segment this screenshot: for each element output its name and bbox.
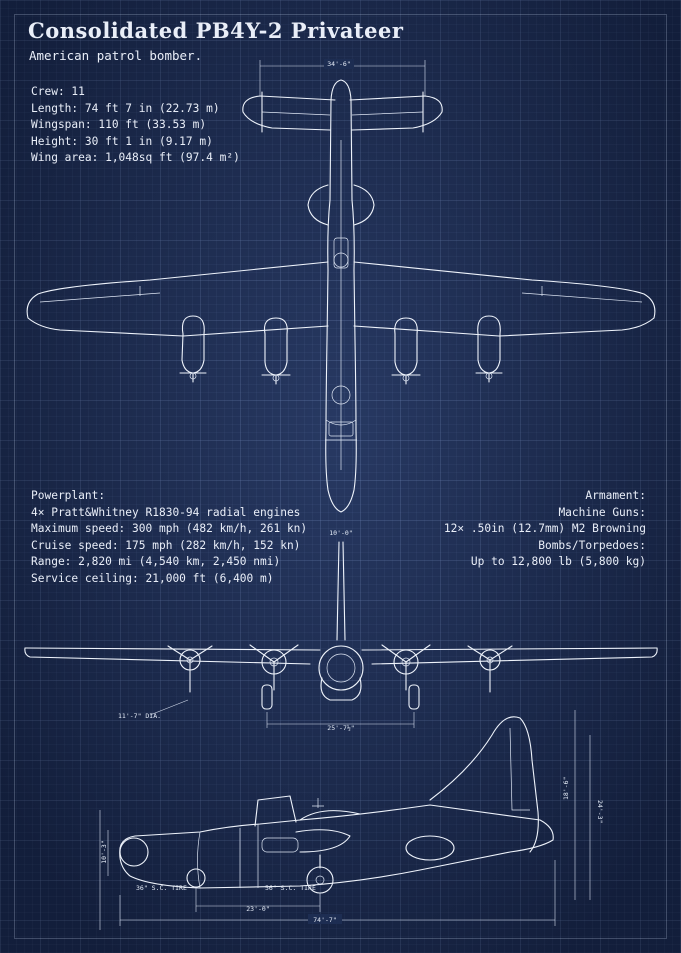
spec-wingspan: Wingspan: 110 ft (33.53 m)	[31, 118, 207, 132]
dim-nose-tire: 36" S.C. TIRE	[136, 884, 187, 892]
top-view-drawing	[27, 59, 655, 537]
spec-service-ceiling: Service ceiling: 21,000 ft (6,400 m)	[31, 571, 274, 585]
spec-range: Range: 2,820 mi (4,540 km, 2,450 nmi)	[31, 555, 281, 569]
powerplant-value: 4× Pratt&Whitney R1830-94 radial engines	[31, 505, 301, 519]
spec-length: Length: 74 ft 7 in (22.73 m)	[31, 101, 220, 115]
dim-nose-height: 10'-3"	[100, 840, 108, 864]
dim-main-tire: 56" S.C. TIRE	[265, 884, 316, 892]
dim-overall-height: 24'-3"	[596, 800, 604, 824]
powerplant-heading: Powerplant:	[31, 489, 106, 502]
spec-height: Height: 30 ft 1 in (9.17 m)	[31, 134, 213, 148]
dim-front-top: 10'-0"	[329, 529, 353, 537]
dim-tail-span: 34'-6"	[327, 60, 351, 68]
dim-wheelbase: 23'-0"	[246, 905, 270, 913]
machine-guns-value: 12× .50in (12.7mm) M2 Browning	[443, 522, 646, 536]
armament-heading: Armament:	[585, 489, 646, 502]
spec-crew: Crew: 11	[31, 85, 85, 98]
front-view-drawing	[25, 542, 657, 732]
dim-tread: 25'-7½"	[327, 724, 355, 732]
dim-overall-length: 74'-7"	[313, 916, 337, 924]
dim-fin-height: 18'-6"	[562, 776, 570, 800]
bombs-value: Up to 12,800 lb (5,800 kg)	[470, 555, 646, 569]
spec-wing-area: Wing area: 1,048sq ft (97.4 m²)	[31, 151, 240, 165]
side-view-drawing	[100, 710, 604, 930]
dim-prop-dia: 11'-7" DIA.	[118, 712, 162, 720]
spec-cruise-speed: Cruise speed: 175 mph (282 km/h, 152 kn)	[31, 538, 301, 552]
machine-guns-heading: Machine Guns:	[558, 505, 646, 519]
page-title: Consolidated PB4Y-2 Privateer	[28, 18, 404, 43]
spec-max-speed: Maximum speed: 300 mph (482 km/h, 261 kn)	[31, 522, 308, 536]
page-subtitle: American patrol bomber.	[29, 48, 203, 63]
bombs-heading: Bombs/Torpedoes:	[538, 538, 646, 552]
